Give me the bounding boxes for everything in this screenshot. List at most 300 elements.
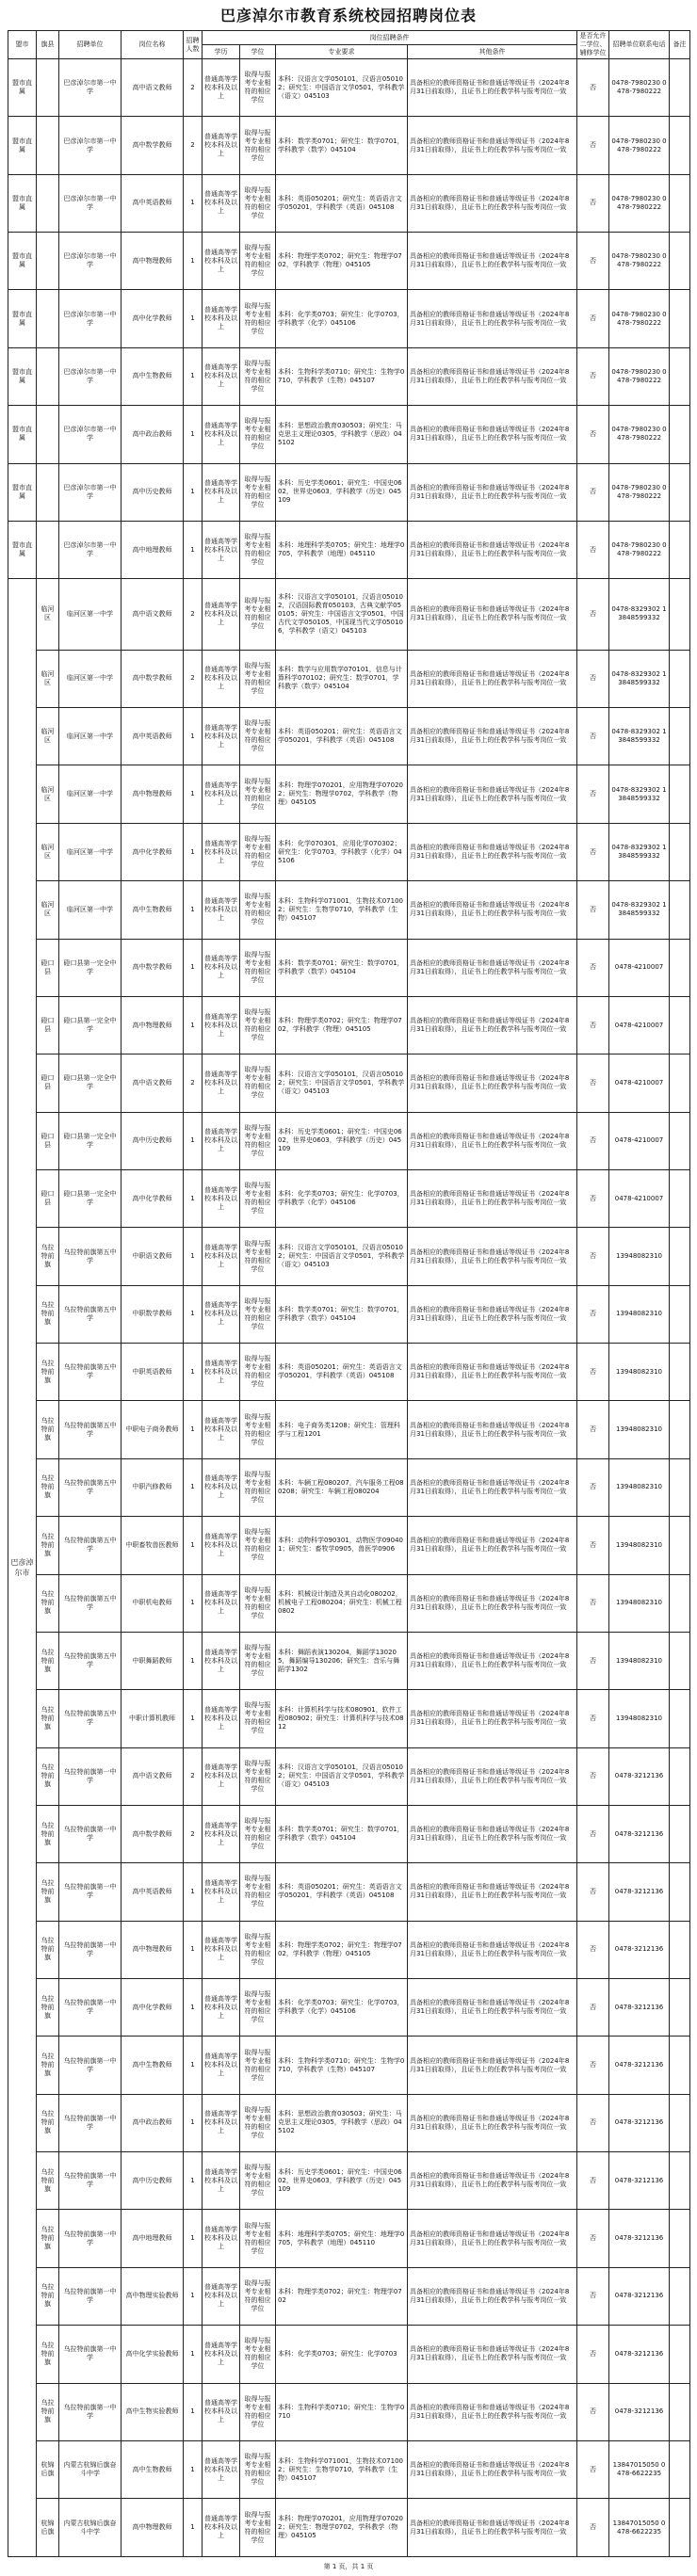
phone-cell: 0478-3212136 xyxy=(609,2326,670,2383)
header-phone: 招聘单位联系电话 xyxy=(609,31,670,59)
degree-cell: 取得与报考专业相符的相应学位 xyxy=(240,2267,276,2325)
major-cell: 本科：物理学类0702；研究生：物理学0702 xyxy=(276,2267,408,2325)
post-cell: 中职数学教师 xyxy=(122,1285,184,1343)
county-cell: 杭锦后旗 xyxy=(37,2499,59,2557)
post-cell: 高中语文教师 xyxy=(122,59,184,117)
table-row xyxy=(8,650,690,707)
post-cell: 中职汽修教师 xyxy=(122,1458,184,1516)
degree-cell: 取得与报考专业相符的相应学位 xyxy=(240,59,276,117)
degree-cell: 取得与报考专业相符的相应学位 xyxy=(240,823,276,880)
degree-cell: 取得与报考专业相符的相应学位 xyxy=(240,996,276,1054)
unit-cell: 磴口县第一完全中学 xyxy=(59,1055,122,1112)
county-cell xyxy=(37,59,59,117)
count-cell: 1 xyxy=(184,1285,203,1343)
county-cell: 磴口县 xyxy=(37,1055,59,1112)
post-cell: 高中物理教师 xyxy=(122,2499,184,2557)
degree-cell: 取得与报考专业相符的相应学位 xyxy=(240,939,276,996)
table-row xyxy=(8,1401,690,1458)
education-cell: 普通高等学校本科及以上 xyxy=(203,2326,240,2383)
table-row xyxy=(8,1979,690,2037)
table-row xyxy=(8,1632,690,1689)
major-cell: 本科：生物科学071001，生物技术071002；研究生：生物学0710，学科教学（生物）045107 xyxy=(276,2440,408,2498)
county-cell xyxy=(37,174,59,232)
phone-cell: 0478-7980230 0478-7980222 xyxy=(609,233,670,290)
unit-cell: 巴彦淖尔市第一中学 xyxy=(59,174,122,232)
league-cell: 盟市直属 xyxy=(8,59,37,117)
post-cell: 高中化学实验教师 xyxy=(122,2326,184,2383)
degree-cell: 取得与报考专业相符的相应学位 xyxy=(240,2037,276,2094)
second-degree-cell: 否 xyxy=(577,1228,609,1285)
county-cell: 乌拉特前旗 xyxy=(37,1401,59,1458)
count-cell: 1 xyxy=(184,2440,203,2498)
phone-cell: 0478-4210007 xyxy=(609,996,670,1054)
note-cell xyxy=(670,1169,690,1227)
degree-cell: 取得与报考专业相符的相应学位 xyxy=(240,1863,276,1921)
major-cell: 本科：化学070301，应用化学070302；研究生：化学0703，学科教学（化学）045106 xyxy=(276,823,408,880)
table-row xyxy=(8,2267,690,2325)
table-row xyxy=(8,290,690,347)
phone-cell: 0478-8329302 13848599332 xyxy=(609,881,670,939)
degree-cell: 取得与报考专业相符的相应学位 xyxy=(240,2210,276,2267)
phone-cell: 0478-8329302 13848599332 xyxy=(609,765,670,823)
unit-cell: 乌拉特前旗第五中学 xyxy=(59,1517,122,1574)
degree-cell: 取得与报考专业相符的相应学位 xyxy=(240,463,276,521)
phone-cell: 13948082310 xyxy=(609,1401,670,1458)
post-cell: 高中生物教师 xyxy=(122,2440,184,2498)
education-cell: 普通高等学校本科及以上 xyxy=(203,1863,240,1921)
major-cell: 本科：数学与应用数学070101，信息与计算科学070102；研究生：数学0701，学科教学（数学）045104 xyxy=(276,650,408,707)
note-cell xyxy=(670,708,690,765)
note-cell xyxy=(670,2326,690,2383)
count-cell: 1 xyxy=(184,765,203,823)
second-degree-cell: 否 xyxy=(577,708,609,765)
region-cell: 巴彦淖尔市 xyxy=(8,579,37,2557)
other-conditions-cell: 具备相应的教师资格证书和普通话等级证书（2024年8月31日前取得），且证书上的任教学科与报考岗位一致 xyxy=(408,823,577,880)
education-cell: 普通高等学校本科及以上 xyxy=(203,1055,240,1112)
note-cell xyxy=(670,881,690,939)
note-cell xyxy=(670,2210,690,2267)
table-row xyxy=(8,1458,690,1516)
phone-cell: 0478-7980230 0478-7980222 xyxy=(609,59,670,117)
county-cell: 乌拉特前旗 xyxy=(37,1285,59,1343)
table-row xyxy=(8,521,690,578)
second-degree-cell: 否 xyxy=(577,1055,609,1112)
county-cell: 临河区 xyxy=(37,823,59,880)
unit-cell: 乌拉特前旗第五中学 xyxy=(59,1632,122,1689)
post-cell: 高中化学教师 xyxy=(122,290,184,347)
post-cell: 中职电子商务教师 xyxy=(122,1401,184,1458)
second-degree-cell: 否 xyxy=(577,463,609,521)
count-cell: 1 xyxy=(184,1921,203,1978)
table-row xyxy=(8,1690,690,1747)
second-degree-cell: 否 xyxy=(577,939,609,996)
other-conditions-cell: 具备相应的教师资格证书和普通话等级证书（2024年8月31日前取得），且证书上的任教学科与报考岗位一致 xyxy=(408,290,577,347)
count-cell: 1 xyxy=(184,996,203,1054)
unit-cell: 临河区第一中学 xyxy=(59,765,122,823)
note-cell xyxy=(670,1401,690,1458)
education-cell: 普通高等学校本科及以上 xyxy=(203,823,240,880)
header-conditions: 岗位招聘条件 xyxy=(203,31,577,45)
post-cell: 高中物理教师 xyxy=(122,996,184,1054)
table-row xyxy=(8,1055,690,1112)
other-conditions-cell: 具备相应的教师资格证书和普通话等级证书（2024年8月31日前取得），且证书上的任教学科与报考岗位一致 xyxy=(408,2037,577,2094)
education-cell: 普通高等学校本科及以上 xyxy=(203,1228,240,1285)
phone-cell: 13948082310 xyxy=(609,1458,670,1516)
table-row xyxy=(8,233,690,290)
other-conditions-cell: 具备相应的教师资格证书和普通话等级证书（2024年8月31日前取得），且证书上的任教学科与报考岗位一致 xyxy=(408,765,577,823)
league-cell: 盟市直属 xyxy=(8,521,37,578)
unit-cell: 巴彦淖尔市第一中学 xyxy=(59,233,122,290)
unit-cell: 乌拉特前旗第五中学 xyxy=(59,1285,122,1343)
major-cell: 本科：生物科学类0710；研究生：生物学0710 xyxy=(276,2383,408,2440)
league-cell: 盟市直属 xyxy=(8,406,37,463)
second-degree-cell: 否 xyxy=(577,2267,609,2325)
note-cell xyxy=(670,2094,690,2151)
degree-cell: 取得与报考专业相符的相应学位 xyxy=(240,1747,276,1805)
second-degree-cell: 否 xyxy=(577,117,609,174)
other-conditions-cell: 具备相应的教师资格证书和普通话等级证书（2024年8月31日前取得），且证书上的任教学科与报考岗位一致 xyxy=(408,2326,577,2383)
table-row xyxy=(8,406,690,463)
post-cell: 高中历史教师 xyxy=(122,463,184,521)
table-row xyxy=(8,1169,690,1227)
post-cell: 高中生物实验教师 xyxy=(122,2383,184,2440)
league-cell: 盟市直属 xyxy=(8,117,37,174)
other-conditions-cell: 具备相应的教师资格证书和普通话等级证书（2024年8月31日前取得），且证书上的任教学科与报考岗位一致 xyxy=(408,463,577,521)
header-county: 旗县 xyxy=(37,31,59,59)
phone-cell: 0478-3212136 xyxy=(609,2267,670,2325)
major-cell: 本科：历史学类0601；研究生：中国史0602，世界史0603，学科教学（历史）045109 xyxy=(276,2152,408,2210)
education-cell: 普通高等学校本科及以上 xyxy=(203,1690,240,1747)
education-cell: 普通高等学校本科及以上 xyxy=(203,1285,240,1343)
header-post: 岗位名称 xyxy=(122,31,184,59)
table-row xyxy=(8,2152,690,2210)
unit-cell: 乌拉特前旗第五中学 xyxy=(59,1458,122,1516)
degree-cell: 取得与报考专业相符的相应学位 xyxy=(240,174,276,232)
note-cell xyxy=(670,463,690,521)
education-cell: 普通高等学校本科及以上 xyxy=(203,1169,240,1227)
second-degree-cell: 否 xyxy=(577,996,609,1054)
degree-cell: 取得与报考专业相符的相应学位 xyxy=(240,117,276,174)
county-cell xyxy=(37,521,59,578)
phone-cell: 0478-4210007 xyxy=(609,1112,670,1169)
other-conditions-cell: 具备相应的教师资格证书和普通话等级证书（2024年8月31日前取得），且证书上的任教学科与报考岗位一致 xyxy=(408,521,577,578)
other-conditions-cell: 具备相应的教师资格证书和普通话等级证书（2024年8月31日前取得），且证书上的任教学科与报考岗位一致 xyxy=(408,1055,577,1112)
phone-cell: 0478-8329302 13848599332 xyxy=(609,579,670,651)
other-conditions-cell: 具备相应的教师资格证书和普通话等级证书（2024年8月31日前取得），且证书上的任教学科与报考岗位一致 xyxy=(408,2210,577,2267)
post-cell: 高中物理教师 xyxy=(122,765,184,823)
phone-cell: 0478-8329302 13848599332 xyxy=(609,650,670,707)
major-cell: 本科：地理科学类0705；研究生：地理学0705，学科教学（地理）045110 xyxy=(276,2210,408,2267)
post-cell: 中职计算机教师 xyxy=(122,1690,184,1747)
major-cell: 本科：物理学类0702；研究生：物理学0702，学科教学（物理）045105 xyxy=(276,996,408,1054)
note-cell xyxy=(670,996,690,1054)
second-degree-cell: 否 xyxy=(577,2383,609,2440)
other-conditions-cell: 具备相应的教师资格证书和普通话等级证书（2024年8月31日前取得），且证书上的任教学科与报考岗位一致 xyxy=(408,650,577,707)
post-cell: 高中化学教师 xyxy=(122,1979,184,2037)
education-cell: 普通高等学校本科及以上 xyxy=(203,463,240,521)
other-conditions-cell: 具备相应的教师资格证书和普通话等级证书（2024年8月31日前取得），且证书上的任教学科与报考岗位一致 xyxy=(408,1458,577,1516)
table-row xyxy=(8,2037,690,2094)
table-row xyxy=(8,823,690,880)
league-cell: 盟市直属 xyxy=(8,347,37,405)
table-row xyxy=(8,174,690,232)
degree-cell: 取得与报考专业相符的相应学位 xyxy=(240,1517,276,1574)
degree-cell: 取得与报考专业相符的相应学位 xyxy=(240,290,276,347)
unit-cell: 乌拉特前旗第五中学 xyxy=(59,1228,122,1285)
phone-cell: 0478-3212136 xyxy=(609,1979,670,2037)
major-cell: 本科：动物科学090301，动物医学090401；研究生：畜牧学0905，兽医学0906 xyxy=(276,1517,408,1574)
post-cell: 高中英语教师 xyxy=(122,708,184,765)
other-conditions-cell: 具备相应的教师资格证书和普通话等级证书（2024年8月31日前取得），且证书上的任教学科与报考岗位一致 xyxy=(408,1863,577,1921)
unit-cell: 乌拉特前旗第五中学 xyxy=(59,1401,122,1458)
post-cell: 高中生物教师 xyxy=(122,2037,184,2094)
post-cell: 高中语文教师 xyxy=(122,1055,184,1112)
education-cell: 普通高等学校本科及以上 xyxy=(203,117,240,174)
other-conditions-cell: 具备相应的教师资格证书和普通话等级证书（2024年8月31日前取得），且证书上的任教学科与报考岗位一致 xyxy=(408,1805,577,1862)
post-cell: 高中政治教师 xyxy=(122,2094,184,2151)
count-cell: 1 xyxy=(184,2267,203,2325)
note-cell xyxy=(670,347,690,405)
unit-cell: 乌拉特前旗第一中学 xyxy=(59,1805,122,1862)
other-conditions-cell: 具备相应的教师资格证书和普通话等级证书（2024年8月31日前取得），且证书上的任教学科与报考岗位一致 xyxy=(408,1690,577,1747)
second-degree-cell: 否 xyxy=(577,1690,609,1747)
major-cell: 本科：汉语言文学050101，汉语言050102；研究生：中国语言文学0501，学科教学（语文）045103 xyxy=(276,1055,408,1112)
degree-cell: 取得与报考专业相符的相应学位 xyxy=(240,1458,276,1516)
education-cell: 普通高等学校本科及以上 xyxy=(203,521,240,578)
count-cell: 1 xyxy=(184,521,203,578)
phone-cell: 0478-3212136 xyxy=(609,2037,670,2094)
second-degree-cell: 否 xyxy=(577,1921,609,1978)
degree-cell: 取得与报考专业相符的相应学位 xyxy=(240,521,276,578)
count-cell: 1 xyxy=(184,1458,203,1516)
phone-cell: 0478-3212136 xyxy=(609,1921,670,1978)
second-degree-cell: 否 xyxy=(577,2152,609,2210)
count-cell: 1 xyxy=(184,2152,203,2210)
phone-cell: 13948082310 xyxy=(609,1574,670,1632)
major-cell: 本科：物理学类0702；研究生：物理学0702，学科教学（物理）045105 xyxy=(276,233,408,290)
education-cell: 普通高等学校本科及以上 xyxy=(203,2383,240,2440)
other-conditions-cell: 具备相应的教师资格证书和普通话等级证书（2024年8月31日前取得），且证书上的任教学科与报考岗位一致 xyxy=(408,1112,577,1169)
unit-cell: 磴口县第一完全中学 xyxy=(59,1169,122,1227)
note-cell xyxy=(670,59,690,117)
degree-cell: 取得与报考专业相符的相应学位 xyxy=(240,347,276,405)
count-cell: 1 xyxy=(184,1344,203,1401)
major-cell: 本科：历史学类0601；研究生：中国史0602，世界史0603，学科教学（历史）045109 xyxy=(276,463,408,521)
degree-cell: 取得与报考专业相符的相应学位 xyxy=(240,2094,276,2151)
county-cell: 乌拉特前旗 xyxy=(37,2094,59,2151)
phone-cell: 0478-3212136 xyxy=(609,2210,670,2267)
note-cell xyxy=(670,650,690,707)
county-cell: 乌拉特前旗 xyxy=(37,1228,59,1285)
unit-cell: 内蒙古杭锦后旗奋斗中学 xyxy=(59,2499,122,2557)
degree-cell: 取得与报考专业相符的相应学位 xyxy=(240,2152,276,2210)
second-degree-cell: 否 xyxy=(577,2440,609,2498)
education-cell: 普通高等学校本科及以上 xyxy=(203,996,240,1054)
degree-cell: 取得与报考专业相符的相应学位 xyxy=(240,406,276,463)
degree-cell: 取得与报考专业相符的相应学位 xyxy=(240,233,276,290)
second-degree-cell: 否 xyxy=(577,2037,609,2094)
major-cell: 本科：舞蹈表演130204，舞蹈学130205，舞蹈编导130206；研究生：音乐与舞蹈学1302 xyxy=(276,1632,408,1689)
note-cell xyxy=(670,1344,690,1401)
other-conditions-cell: 具备相应的教师资格证书和普通话等级证书（2024年8月31日前取得），且证书上的任教学科与报考岗位一致 xyxy=(408,1285,577,1343)
county-cell: 磴口县 xyxy=(37,1112,59,1169)
major-cell: 本科：汉语言文学050101，汉语言050102；研究生：中国语言文学0501，学科教学（语文）045103 xyxy=(276,1747,408,1805)
note-cell xyxy=(670,117,690,174)
post-cell: 高中物理教师 xyxy=(122,233,184,290)
count-cell: 1 xyxy=(184,2037,203,2094)
unit-cell: 巴彦淖尔市第一中学 xyxy=(59,521,122,578)
table-row xyxy=(8,2499,690,2557)
degree-cell: 取得与报考专业相符的相应学位 xyxy=(240,1979,276,2037)
header-degree: 学位 xyxy=(240,45,276,59)
unit-cell: 临河区第一中学 xyxy=(59,881,122,939)
post-cell: 高中历史教师 xyxy=(122,1112,184,1169)
unit-cell: 临河区第一中学 xyxy=(59,823,122,880)
education-cell: 普通高等学校本科及以上 xyxy=(203,347,240,405)
education-cell: 普通高等学校本科及以上 xyxy=(203,650,240,707)
table-row xyxy=(8,2440,690,2498)
table-row xyxy=(8,1921,690,1978)
education-cell: 普通高等学校本科及以上 xyxy=(203,2152,240,2210)
unit-cell: 乌拉特前旗第一中学 xyxy=(59,2267,122,2325)
education-cell: 普通高等学校本科及以上 xyxy=(203,233,240,290)
note-cell xyxy=(670,1979,690,2037)
major-cell: 本科：汉语言文学050101，汉语言050102；研究生：中国语言文学0501，学科教学（语文）045103 xyxy=(276,59,408,117)
major-cell: 本科：生物科学类0710；研究生：生物学0710，学科教学（生物）045107 xyxy=(276,347,408,405)
second-degree-cell: 否 xyxy=(577,521,609,578)
other-conditions-cell: 具备相应的教师资格证书和普通话等级证书（2024年8月31日前取得），且证书上的任教学科与报考岗位一致 xyxy=(408,939,577,996)
header-unit: 招聘单位 xyxy=(59,31,122,59)
note-cell xyxy=(670,2440,690,2498)
second-degree-cell: 否 xyxy=(577,1632,609,1689)
post-cell: 中职畜牧兽医教师 xyxy=(122,1517,184,1574)
unit-cell: 乌拉特前旗第一中学 xyxy=(59,2326,122,2383)
note-cell xyxy=(670,2267,690,2325)
other-conditions-cell: 具备相应的教师资格证书和普通话等级证书（2024年8月31日前取得），且证书上的任教学科与报考岗位一致 xyxy=(408,1169,577,1227)
unit-cell: 乌拉特前旗第一中学 xyxy=(59,2152,122,2210)
major-cell: 本科：数学类0701；研究生：数学0701，学科教学（数学）045104 xyxy=(276,1805,408,1862)
major-cell: 本科：思想政治教育030503；研究生：马克思主义理论0305，学科教学（思政）045102 xyxy=(276,406,408,463)
phone-cell: 0478-7980230 0478-7980222 xyxy=(609,406,670,463)
post-cell: 高中历史教师 xyxy=(122,2152,184,2210)
county-cell xyxy=(37,117,59,174)
count-cell: 1 xyxy=(184,1979,203,2037)
education-cell: 普通高等学校本科及以上 xyxy=(203,59,240,117)
county-cell: 乌拉特前旗 xyxy=(37,1921,59,1978)
post-cell: 高中地理教师 xyxy=(122,521,184,578)
unit-cell: 乌拉特前旗第五中学 xyxy=(59,1690,122,1747)
other-conditions-cell: 具备相应的教师资格证书和普通话等级证书（2024年8月31日前取得），且证书上的任教学科与报考岗位一致 xyxy=(408,2094,577,2151)
other-conditions-cell: 具备相应的教师资格证书和普通话等级证书（2024年8月31日前取得），且证书上的任教学科与报考岗位一致 xyxy=(408,2152,577,2210)
table-row xyxy=(8,881,690,939)
major-cell: 本科：化学类0703；研究生：化学0703 xyxy=(276,2326,408,2383)
post-cell: 高中地理教师 xyxy=(122,2210,184,2267)
degree-cell: 取得与报考专业相符的相应学位 xyxy=(240,1401,276,1458)
unit-cell: 磴口县第一完全中学 xyxy=(59,939,122,996)
major-cell: 本科：电子商务类1208；研究生：管理科学与工程1201 xyxy=(276,1401,408,1458)
league-cell: 盟市直属 xyxy=(8,463,37,521)
note-cell xyxy=(670,2383,690,2440)
unit-cell: 内蒙古杭锦后旗奋斗中学 xyxy=(59,2440,122,2498)
county-cell: 乌拉特前旗 xyxy=(37,2326,59,2383)
other-conditions-cell: 具备相应的教师资格证书和普通话等级证书（2024年8月31日前取得），且证书上的任教学科与报考岗位一致 xyxy=(408,1632,577,1689)
note-cell xyxy=(670,174,690,232)
header-education: 学历 xyxy=(203,45,240,59)
county-cell: 杭锦后旗 xyxy=(37,2440,59,2498)
phone-cell: 13948082310 xyxy=(609,1690,670,1747)
county-cell: 乌拉特前旗 xyxy=(37,1805,59,1862)
degree-cell: 取得与报考专业相符的相应学位 xyxy=(240,2383,276,2440)
education-cell: 普通高等学校本科及以上 xyxy=(203,881,240,939)
unit-cell: 乌拉特前旗第一中学 xyxy=(59,2094,122,2151)
degree-cell: 取得与报考专业相符的相应学位 xyxy=(240,1574,276,1632)
education-cell: 普通高等学校本科及以上 xyxy=(203,2210,240,2267)
other-conditions-cell: 具备相应的教师资格证书和普通话等级证书（2024年8月31日前取得），且证书上的任教学科与报考岗位一致 xyxy=(408,406,577,463)
phone-cell: 0478-8329302 13848599332 xyxy=(609,708,670,765)
other-conditions-cell: 具备相应的教师资格证书和普通话等级证书（2024年8月31日前取得），且证书上的任教学科与报考岗位一致 xyxy=(408,2499,577,2557)
other-conditions-cell: 具备相应的教师资格证书和普通话等级证书（2024年8月31日前取得），且证书上的任教学科与报考岗位一致 xyxy=(408,1979,577,2037)
education-cell: 普通高等学校本科及以上 xyxy=(203,1344,240,1401)
major-cell: 本科：化学类0703；研究生：化学0703，学科教学（化学）045106 xyxy=(276,1169,408,1227)
unit-cell: 乌拉特前旗第一中学 xyxy=(59,1979,122,2037)
major-cell: 本科：物理学070201，应用物理学070202；研究生：物理学0702，学科教学（物理）045105 xyxy=(276,2499,408,2557)
county-cell: 乌拉特前旗 xyxy=(37,1458,59,1516)
note-cell xyxy=(670,1574,690,1632)
unit-cell: 磴口县第一完全中学 xyxy=(59,996,122,1054)
degree-cell: 取得与报考专业相符的相应学位 xyxy=(240,1344,276,1401)
education-cell: 普通高等学校本科及以上 xyxy=(203,939,240,996)
degree-cell: 取得与报考专业相符的相应学位 xyxy=(240,579,276,651)
phone-cell: 0478-7980230 0478-7980222 xyxy=(609,117,670,174)
degree-cell: 取得与报考专业相符的相应学位 xyxy=(240,881,276,939)
count-cell: 1 xyxy=(184,290,203,347)
note-cell xyxy=(670,2037,690,2094)
post-cell: 高中语文教师 xyxy=(122,1747,184,1805)
table-row xyxy=(8,579,690,651)
table-row xyxy=(8,1344,690,1401)
phone-cell: 0478-3212136 xyxy=(609,1747,670,1805)
county-cell: 临河区 xyxy=(37,765,59,823)
other-conditions-cell: 具备相应的教师资格证书和普通话等级证书（2024年8月31日前取得），且证书上的任教学科与报考岗位一致 xyxy=(408,579,577,651)
note-cell xyxy=(670,2152,690,2210)
other-conditions-cell: 具备相应的教师资格证书和普通话等级证书（2024年8月31日前取得），且证书上的任教学科与报考岗位一致 xyxy=(408,1401,577,1458)
education-cell: 普通高等学校本科及以上 xyxy=(203,1805,240,1862)
second-degree-cell: 否 xyxy=(577,1285,609,1343)
table-row xyxy=(8,59,690,117)
education-cell: 普通高等学校本科及以上 xyxy=(203,579,240,651)
count-cell: 2 xyxy=(184,59,203,117)
note-cell xyxy=(670,1747,690,1805)
note-cell xyxy=(670,1228,690,1285)
degree-cell: 取得与报考专业相符的相应学位 xyxy=(240,1632,276,1689)
table-row xyxy=(8,708,690,765)
unit-cell: 临河区第一中学 xyxy=(59,708,122,765)
second-degree-cell: 否 xyxy=(577,174,609,232)
post-cell: 高中数学教师 xyxy=(122,117,184,174)
unit-cell: 临河区第一中学 xyxy=(59,650,122,707)
count-cell: 1 xyxy=(184,881,203,939)
unit-cell: 临河区第一中学 xyxy=(59,579,122,651)
second-degree-cell: 否 xyxy=(577,347,609,405)
count-cell: 1 xyxy=(184,708,203,765)
degree-cell: 取得与报考专业相符的相应学位 xyxy=(240,1055,276,1112)
recruitment-table xyxy=(8,30,690,2557)
second-degree-cell: 否 xyxy=(577,881,609,939)
degree-cell: 取得与报考专业相符的相应学位 xyxy=(240,1169,276,1227)
major-cell: 本科：数学类0701；研究生：数学0701，学科教学（数学）045104 xyxy=(276,939,408,996)
table-row xyxy=(8,1517,690,1574)
second-degree-cell: 否 xyxy=(577,59,609,117)
